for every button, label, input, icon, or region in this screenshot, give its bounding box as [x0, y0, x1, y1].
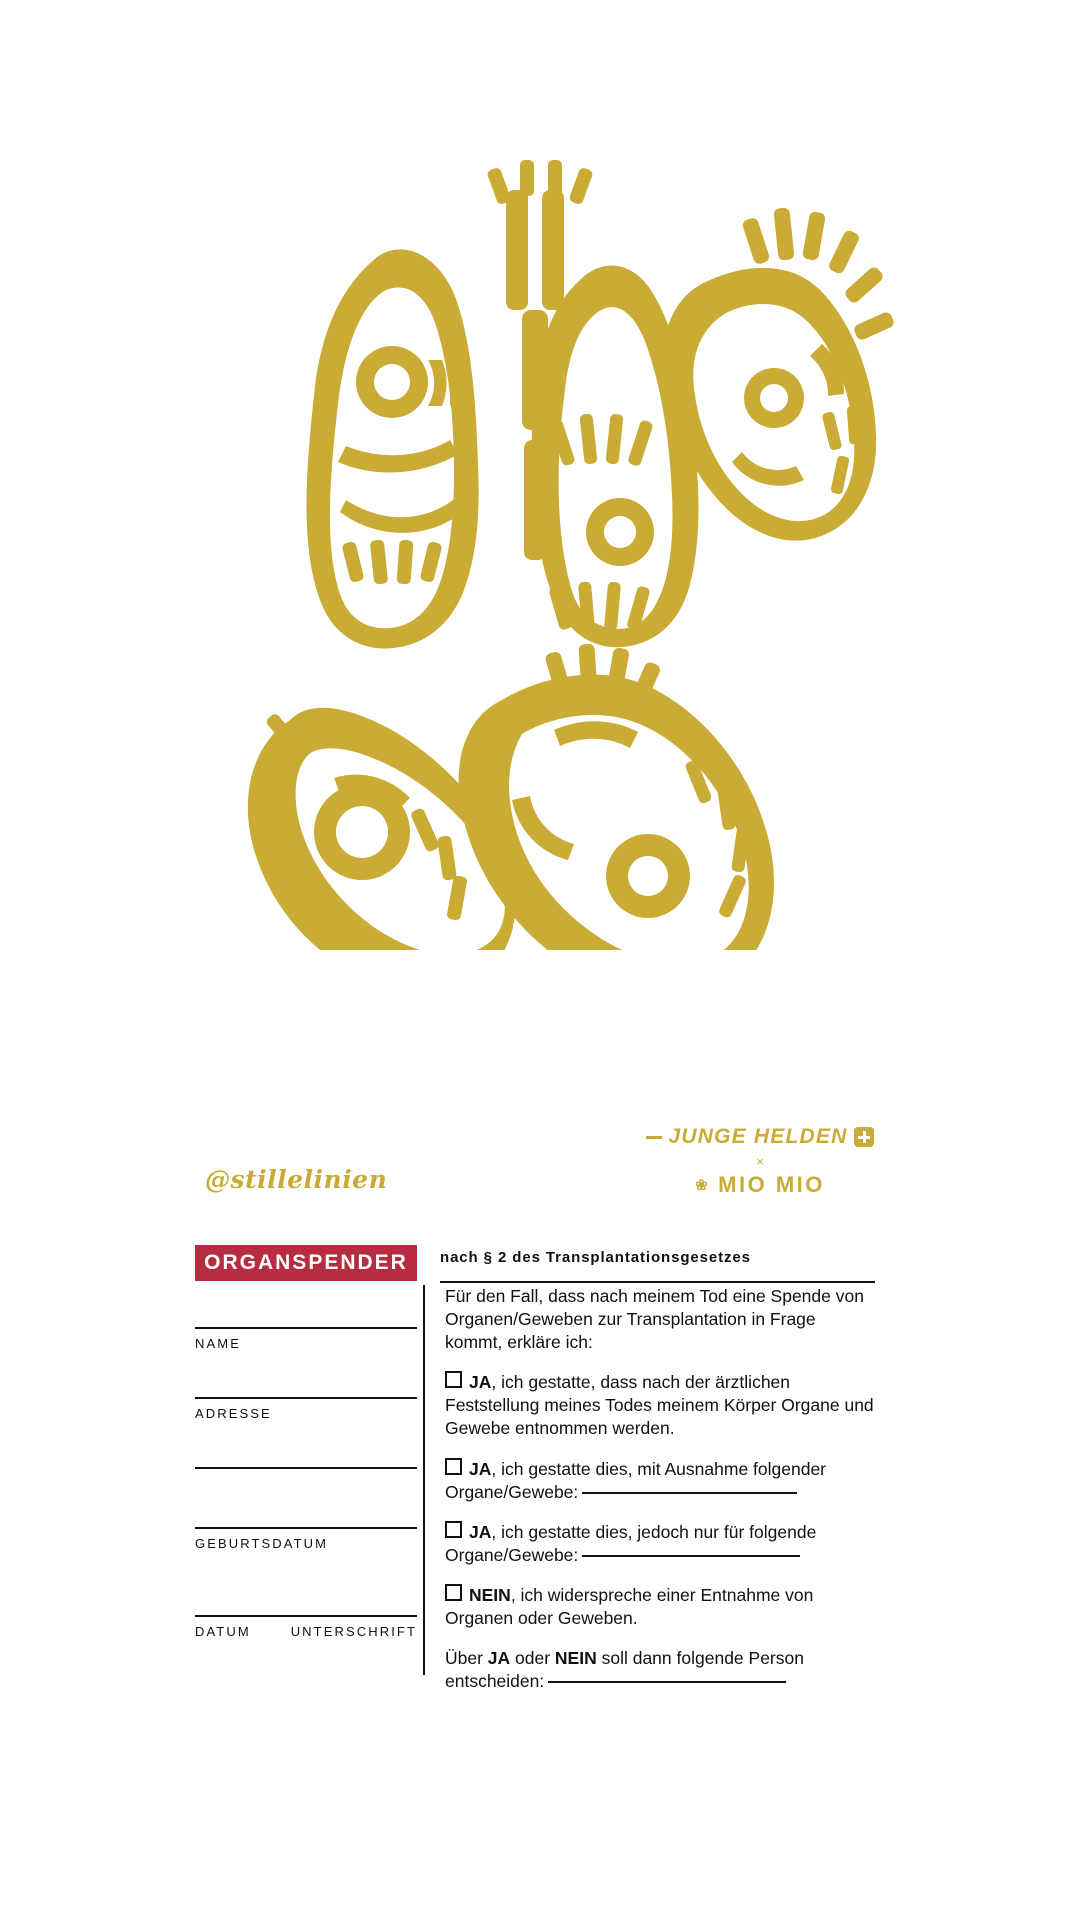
option-nein-text: , ich widerspreche einer Entnahme von Organen oder Geweben. [445, 1584, 814, 1629]
adresse-input-line[interactable] [195, 1397, 417, 1399]
proxy-ja: JA [487, 1648, 511, 1669]
brand-mio-mio [640, 1172, 880, 1198]
adresse-input-line-2[interactable] [195, 1467, 417, 1469]
proxy-person-input-line[interactable] [548, 1681, 786, 1683]
brand-name-primary: JUNGE HELDEN [668, 1125, 848, 1148]
field-name[interactable] [195, 1327, 417, 1351]
proxy-pre: Über [445, 1648, 488, 1669]
personal-fields [195, 1285, 417, 1675]
field-datum-unterschrift[interactable] [195, 1615, 417, 1639]
option-ja-all-keyword: JA [469, 1372, 492, 1393]
unterschrift-label: UNTERSCHRIFT [290, 1624, 417, 1639]
proxy-post: soll dann folgende Person entscheiden: [445, 1648, 804, 1692]
leaf-icon: ❀ [695, 1176, 711, 1194]
checkbox-icon[interactable] [445, 1521, 462, 1538]
proxy-mid: oder [510, 1648, 555, 1669]
datum-unterschrift-labels [195, 1624, 417, 1639]
option-ja-all[interactable] [445, 1371, 875, 1440]
organ-illustration [150, 160, 940, 950]
option-ja-only[interactable] [445, 1521, 875, 1567]
option-ja-only-text: , ich gestatte dies, jedoch nur für folgende Organe/Gewebe: [445, 1521, 817, 1565]
option-ja-except[interactable] [445, 1458, 875, 1504]
name-label: NAME [195, 1336, 241, 1351]
checkbox-icon[interactable] [445, 1584, 462, 1601]
checkbox-icon[interactable] [445, 1371, 462, 1388]
option-ja-except-text: , ich gestatte dies, mit Ausnahme folgender Organe/Gewebe: [445, 1458, 827, 1502]
header-divider [440, 1281, 875, 1283]
status-badge: ORGANSPENDER [195, 1245, 417, 1281]
field-adresse[interactable] [195, 1397, 417, 1421]
card-header [195, 1245, 875, 1285]
geburtsdatum-label: GEBURTSDATUM [195, 1536, 329, 1551]
declaration-column [445, 1285, 875, 1692]
option-nein-keyword: NEIN [469, 1584, 511, 1605]
artist-handle: @stillelinien [205, 1165, 388, 1194]
organ-donor-card [195, 1245, 875, 1692]
law-reference: nach § 2 des Transplantationsgesetzes [440, 1249, 751, 1266]
brand-credit [640, 1125, 880, 1198]
column-divider [423, 1285, 425, 1675]
field-geburtsdatum[interactable] [195, 1527, 417, 1551]
name-input-line[interactable] [195, 1327, 417, 1329]
datum-unterschrift-input-line[interactable] [195, 1615, 417, 1617]
checkbox-icon[interactable] [445, 1458, 462, 1475]
option-ja-only-keyword: JA [469, 1521, 492, 1542]
dash-icon [646, 1136, 662, 1139]
declaration-intro: Für den Fall, dass nach meinem Tod eine Spende von Organen/Geweben zur Transplantation in Frage kommt, erkläre ich: [445, 1286, 864, 1353]
field-adresse-second-line[interactable] [195, 1467, 417, 1476]
geburtsdatum-input-line[interactable] [195, 1527, 417, 1529]
collab-x: × [756, 1154, 764, 1169]
medical-cross-icon [854, 1127, 874, 1147]
option-nein[interactable] [445, 1584, 875, 1630]
brand-name-secondary: MIO MIO [718, 1172, 825, 1197]
card-body [195, 1285, 875, 1692]
option-ja-all-text: , ich gestatte, dass nach der ärztlichen Feststellung meines Todes meinem Körper Organe und Gewebe entnommen werden. [445, 1372, 874, 1439]
datum-label: DATUM [195, 1624, 251, 1639]
proxy-decision[interactable] [445, 1647, 875, 1693]
adresse-label: ADRESSE [195, 1406, 272, 1421]
proxy-nein: NEIN [554, 1648, 597, 1669]
option-ja-only-input-line[interactable] [582, 1555, 800, 1557]
option-ja-except-keyword: JA [469, 1458, 492, 1479]
option-ja-except-input-line[interactable] [582, 1492, 797, 1494]
brand-junge-helden [640, 1125, 880, 1149]
